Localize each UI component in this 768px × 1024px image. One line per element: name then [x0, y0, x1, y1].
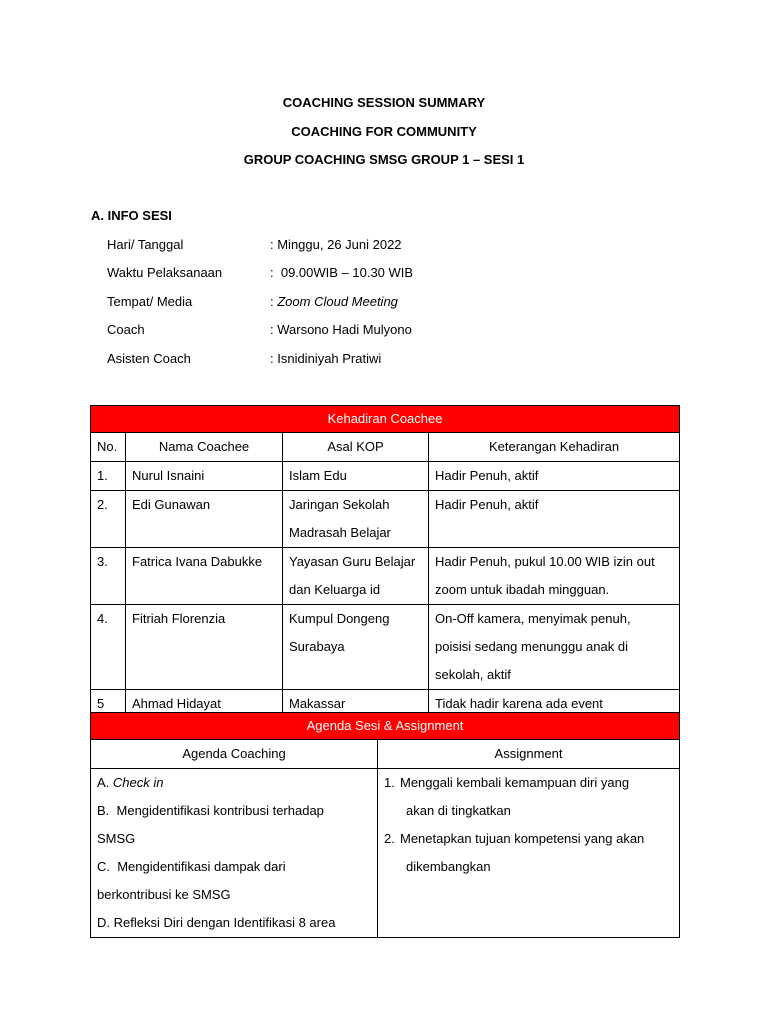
- col-header-kop: Asal KOP: [283, 433, 429, 462]
- row-kop-line: Surabaya: [289, 639, 345, 654]
- document-subtitle: COACHING FOR COMMUNITY: [291, 124, 477, 139]
- assignment-item: [384, 825, 673, 853]
- row-no: 5: [91, 690, 126, 719]
- col-header-agenda: Agenda Coaching: [91, 740, 378, 769]
- row-attendance: [429, 605, 680, 690]
- agenda-table: [90, 712, 680, 938]
- row-kop-line: Madrasah Belajar: [289, 525, 391, 540]
- agenda-item-a: [97, 769, 371, 797]
- col-header-no: No.: [91, 433, 126, 462]
- info-value-date: : Minggu, 26 Juni 2022: [270, 237, 402, 252]
- agenda-item-d: D. Refleksi Diri dengan Identifikasi 8 area: [97, 915, 336, 930]
- row-attendance-line: Hadir Penuh, aktif: [435, 497, 539, 512]
- row-attendance-line: Tidak hadir karena ada event: [435, 696, 603, 711]
- row-no: 4.: [91, 605, 126, 690]
- row-no: 2.: [91, 491, 126, 548]
- row-attendance: [429, 548, 680, 605]
- agenda-banner: Agenda Sesi & Assignment: [91, 713, 680, 740]
- row-no: 1.: [91, 462, 126, 491]
- info-label-assistant: Asisten Coach: [107, 351, 191, 366]
- agenda-content-row: [91, 769, 680, 938]
- assignment-text: Menetapkan tujuan kompetensi yang akan: [400, 831, 645, 846]
- col-header-name: Nama Coachee: [126, 433, 283, 462]
- info-label-time: Waktu Pelaksanaan: [107, 265, 223, 280]
- row-kop-line: Makassar: [289, 696, 346, 711]
- agenda-banner-row: [91, 713, 680, 740]
- assignment-text-cont: akan di tingkatkan: [406, 803, 511, 818]
- info-value-time: : 09.00WIB – 10.30 WIB: [270, 265, 414, 280]
- assignment-list: [378, 769, 680, 938]
- row-no: 3.: [91, 548, 126, 605]
- row-attendance-line: zoom untuk ibadah mingguan.: [435, 582, 610, 597]
- assignment-number: 1.: [384, 775, 395, 790]
- agenda-item-a-prefix: A.: [97, 775, 113, 790]
- row-kop: [283, 605, 429, 690]
- row-attendance-line: poisisi sedang menunggu anak di: [435, 639, 628, 654]
- row-kop-line: dan Keluarga id: [289, 582, 381, 597]
- attendance-banner: Kehadiran Coachee: [91, 406, 680, 433]
- attendance-table: [90, 405, 680, 719]
- table-row: [91, 548, 680, 605]
- row-name: Fitriah Florenzia: [126, 605, 283, 690]
- table-row: [91, 605, 680, 690]
- row-name: Fatrica Ivana Dabukke: [126, 548, 283, 605]
- row-attendance: [429, 491, 680, 548]
- agenda-list: [91, 769, 378, 938]
- agenda-item-c: C. Mengidentifikasi dampak dari: [97, 859, 286, 874]
- row-kop-line: Islam Edu: [289, 468, 347, 483]
- row-name: Edi Gunawan: [126, 491, 283, 548]
- table-row: [91, 462, 680, 491]
- assignment-number: 2.: [384, 831, 395, 846]
- info-value-media-text: Zoom Cloud Meeting: [277, 294, 398, 309]
- row-kop: [283, 548, 429, 605]
- row-kop-line: Yayasan Guru Belajar: [289, 554, 416, 569]
- row-attendance-line: On-Off kamera, menyimak penuh,: [435, 611, 631, 626]
- row-attendance-line: sekolah, aktif: [435, 667, 511, 682]
- section-heading-info: A. INFO SESI: [91, 208, 172, 223]
- info-value-media-prefix: :: [270, 294, 278, 309]
- row-name: Ahmad Hidayat: [126, 690, 283, 719]
- agenda-item-b-cont: SMSG: [97, 831, 136, 846]
- info-label-media: Tempat/ Media: [107, 294, 193, 309]
- attendance-banner-row: [91, 406, 680, 433]
- assignment-text: Menggali kembali kemampuan diri yang: [400, 775, 630, 790]
- row-kop: [283, 462, 429, 491]
- agenda-header-row: [91, 740, 680, 769]
- row-kop: [283, 491, 429, 548]
- row-attendance-line: Hadir Penuh, aktif: [435, 468, 539, 483]
- row-attendance: [429, 462, 680, 491]
- agenda-item-b: B. Mengidentifikasi kontribusi terhadap: [97, 803, 324, 818]
- agenda-item-c-cont: berkontribusi ke SMSG: [97, 887, 231, 902]
- document-session-title: GROUP COACHING SMSG GROUP 1 – SESI 1: [243, 152, 525, 167]
- row-kop-line: Jaringan Sekolah: [289, 497, 390, 512]
- document-title: COACHING SESSION SUMMARY: [282, 95, 486, 110]
- info-value-media: [270, 294, 398, 309]
- info-label-coach: Coach: [107, 322, 145, 337]
- row-kop-line: Kumpul Dongeng: [289, 611, 390, 626]
- row-attendance-line: Hadir Penuh, pukul 10.00 WIB izin out: [435, 554, 655, 569]
- table-row: [91, 491, 680, 548]
- col-header-assignment: Assignment: [378, 740, 680, 769]
- info-value-coach: : Warsono Hadi Mulyono: [270, 322, 412, 337]
- assignment-text-cont: dikembangkan: [406, 859, 491, 874]
- col-header-attendance: Keterangan Kehadiran: [429, 433, 680, 462]
- attendance-header-row: [91, 433, 680, 462]
- agenda-item-a-text: Check in: [112, 775, 164, 790]
- assignment-item: [384, 769, 673, 797]
- info-value-assistant: : Isnidiniyah Pratiwi: [270, 351, 382, 366]
- info-label-date: Hari/ Tanggal: [107, 237, 184, 252]
- row-name: Nurul Isnaini: [126, 462, 283, 491]
